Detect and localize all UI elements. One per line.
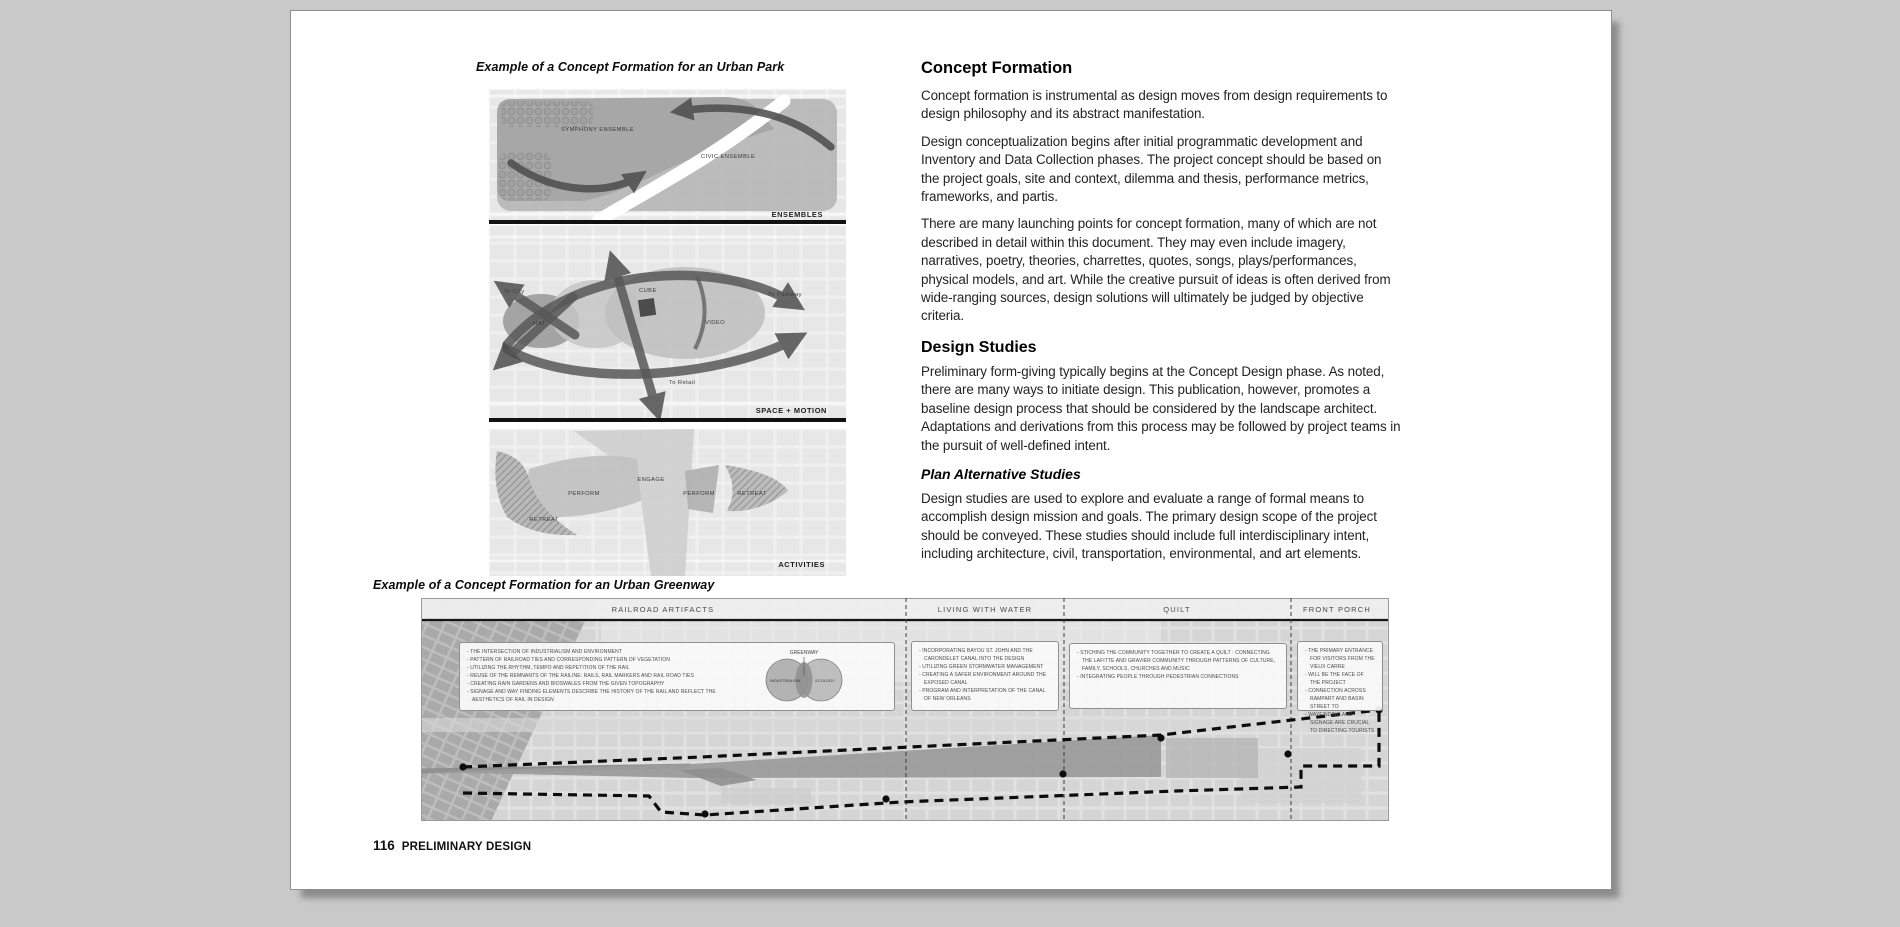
cube-structure xyxy=(638,298,656,317)
article-column xyxy=(921,59,1403,573)
bullet: - THE INTERSECTION OF INDUSTRIALISM AND ENVIRONMENT xyxy=(467,649,623,655)
greenway-venn-diagram xyxy=(730,644,890,706)
engage-label: ENGAGE xyxy=(637,477,665,483)
bullet: - THE PRIMARY ENTRANCE FOR VISITORS FROM THE VIEUX CARRE xyxy=(1305,648,1375,670)
panel-divider-rule xyxy=(489,220,846,224)
heading-concept-formation: Concept Formation xyxy=(921,59,1073,77)
perform-left-label: PERFORM xyxy=(568,491,600,497)
bullet: - SIGNAGE AND WAY FINDING ELEMENTS DESCRIBE THE HISTORY OF THE RAIL AND REFLECT THE AESTHETICS OF RAIL IN DESIGN xyxy=(467,689,716,703)
bullet: - UTILIZING THE RHYTHM, TEMPO AND REPETITION OF THE RAIL xyxy=(467,665,630,671)
tree-rows xyxy=(501,101,593,127)
design-studies-paragraphs xyxy=(921,363,1403,455)
body-paragraph: Preliminary form-giving typically begins at the Concept Design phase. As noted, there are many ways to initiate design. This publication, however, promotes a baseline design process that should be considered by the landscape architect. Adaptations and derivations from this process may be followed by project teams in the pursuit of well-defined intent. xyxy=(921,363,1401,453)
body-paragraph: Concept formation is instrumental as design moves from design requirements to design philosophy and its abstract manifestation. xyxy=(921,88,1388,122)
symphony-ensemble-label: SYMPHONY ENSEMBLE xyxy=(561,127,635,133)
ensembles-tag: ENSEMBLES xyxy=(771,210,823,219)
quilt-bullets xyxy=(1077,649,1279,681)
front-porch-bullets xyxy=(1305,647,1375,735)
railroad-artifacts-box xyxy=(459,642,895,711)
activities-panel xyxy=(489,429,846,576)
panel-divider-rule xyxy=(489,418,846,422)
book-page xyxy=(290,10,1612,890)
bullet: - PROGRAM AND INTERPRETATION OF THE CANAL OF NEW ORLEANS xyxy=(919,688,1046,702)
civic-ensemble-label: CIVIC ENSEMBLE xyxy=(701,154,756,160)
to-parkway-label: To Parkway xyxy=(768,292,802,298)
cube-label: CUBE xyxy=(639,288,657,294)
living-with-water-bullets xyxy=(919,647,1051,703)
page-number: 116 xyxy=(373,838,395,853)
urban-greenway-figure xyxy=(421,598,1389,821)
bullet: - CREATING A SAFER ENVIRONMENT AROUND THE EXPOSED CANAL xyxy=(919,672,1047,686)
body-paragraph: Design studies are used to explore and evaluate a range of formal means to accomplish design mission and goals. The primary design scope of the project should be conveyed. These studies should include full interdisciplinary intent, including architecture, civil, transportation, environmental, and art elements. xyxy=(921,490,1377,562)
ecology-label: ECOLOGY xyxy=(815,678,835,683)
living-with-water-header: LIVING WITH WATER xyxy=(937,605,1033,614)
bullet: - CONNECTION ACROSS RAMPART AND BASIN STREET TO xyxy=(1305,688,1366,710)
video-label: VIDEO xyxy=(705,320,726,326)
bullet: - REUSE OF THE REMNANTS OF THE RAILINE: RAILS, RAIL MARKERS AND RAIL ROAD TIES xyxy=(467,673,694,679)
to-retail-label: To Retail xyxy=(669,380,696,386)
industrialism-label: INDUSTRIALISM xyxy=(769,678,801,683)
bullet: - INCORPORATING BAYOU ST. JOHN AND THE CARONDELET CANAL INTO THE DESIGN xyxy=(919,648,1033,662)
bullet: - INTEGRATING PEOPLE THROUGH PEDESTRIAN CONNECTIONS xyxy=(1077,674,1239,680)
to-city-label: To City xyxy=(504,289,525,295)
bullet: - WAYFINDING AND SIGNAGE ARE CRUCIAL TO DIRECTING TOURISTS xyxy=(1305,712,1375,734)
space-motion-tag: SPACE + MOTION xyxy=(755,406,827,415)
urban-park-caption: Example of a Concept Formation for an Urban Park xyxy=(476,60,785,74)
footer-section-label: PRELIMINARY DESIGN xyxy=(401,841,532,853)
perform-right-label: PERFORM xyxy=(683,491,715,497)
heading-design-studies: Design Studies xyxy=(921,338,1037,356)
bullet: - UTILIZING GREEN STORMWATER MANAGEMENT xyxy=(919,664,1044,670)
activities-tag: ACTIVITIES xyxy=(778,560,825,569)
urban-park-figure xyxy=(489,89,846,586)
front-porch-box xyxy=(1297,641,1383,734)
hat-label: HAT xyxy=(533,321,546,327)
bullet: - STICHING THE COMMUNITY TOGETHER TO CREATE A QUILT : CONNECTING THE LAFITTE AND GRAVIER COMMUNITY THROUGH PATTERNS OF CULTURE, FAMILY, SCHOOLS, CHURCHES AND MUSIC xyxy=(1077,650,1276,672)
retreat-left-label: RETREAT xyxy=(529,517,559,523)
urban-greenway-caption: Example of a Concept Formation for an Urban Greenway xyxy=(373,578,715,592)
concept-formation-paragraphs xyxy=(921,87,1403,326)
subheading-plan-alternative-studies: Plan Alternative Studies xyxy=(921,465,1081,482)
space-motion-panel xyxy=(489,225,846,418)
bullet: - PATTERN OF RAILROAD TIES AND CORRESPONDING PATTERN OF VEGETATION xyxy=(467,657,670,663)
body-paragraph: Design conceptualization begins after initial programmatic development and Inventory and Data Collection phases. The project concept should be based on the project goals, site and context, dilemma and thesis, performance metrics, frameworks, and partis. xyxy=(921,133,1382,205)
railroad-artifacts-header: RAILROAD ARTIFACTS xyxy=(611,605,715,614)
quilt-header: QUILT xyxy=(1163,605,1191,614)
armstrong-park-blocks xyxy=(1166,738,1258,778)
quilt-box xyxy=(1069,643,1287,709)
front-porch-header: FRONT PORCH xyxy=(1302,605,1372,614)
greenway-venn-label: GREENWAY xyxy=(789,650,819,656)
plan-alternative-paragraphs xyxy=(921,490,1403,564)
body-paragraph: There are many launching points for concept formation, many of which are not described in detail within this document. They may even include imagery, narratives, poetry, theories, charrettes, quotes, songs, plays/performances, physical models, and art. While the creative pursuit of ideas is often derived from wide-ranging sources, design solutions will ultimately be judged by objective criteria. xyxy=(921,216,1391,324)
bullet: - WILL BE THE FACE OF THE PROJECT xyxy=(1305,672,1364,686)
railroad-artifacts-bullets xyxy=(467,648,717,704)
ensembles-panel xyxy=(489,89,846,220)
section-header-band xyxy=(421,598,1389,619)
page-footer xyxy=(373,837,531,855)
bullet: - CREATING RAIN GARDENS AND BIOSWALES FROM THE GIVEN TOPOGRAPHY xyxy=(467,681,665,687)
retreat-right-label: RETREAT xyxy=(737,491,767,497)
living-with-water-box xyxy=(911,641,1059,711)
